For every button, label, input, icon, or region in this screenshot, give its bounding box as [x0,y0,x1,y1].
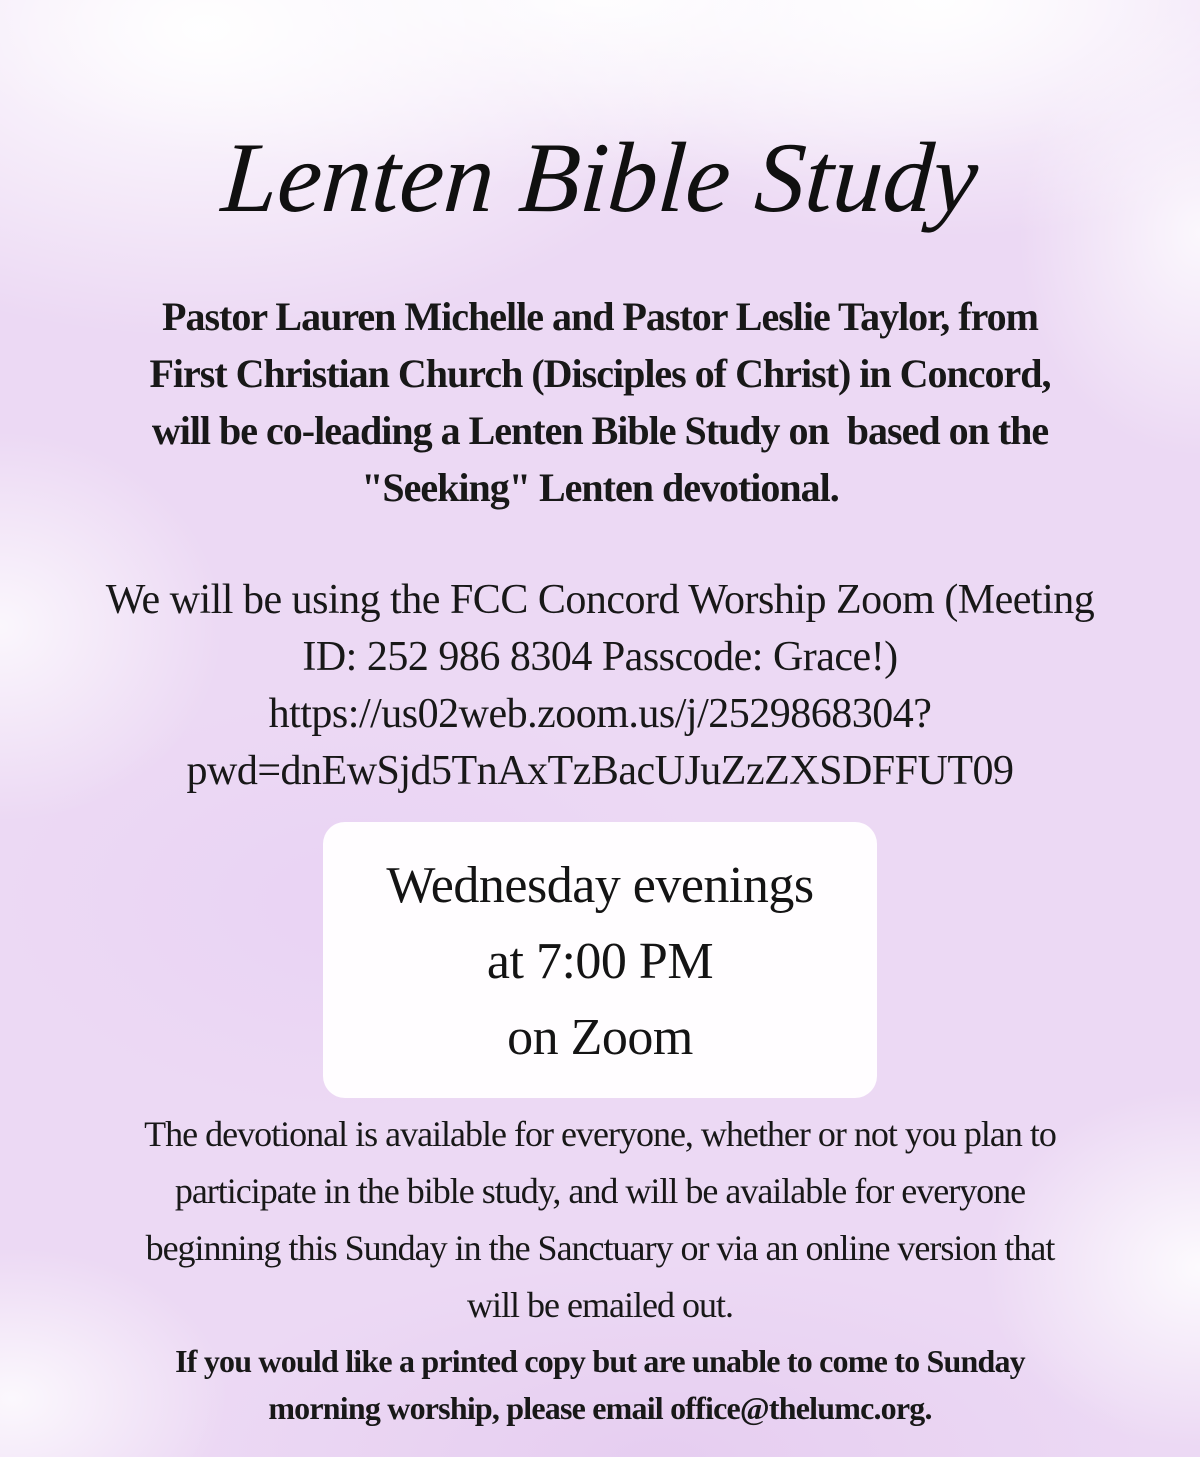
zoom-link-line-1: https://us02web.zoom.us/j/2529868304? [268,691,932,737]
schedule-card [323,822,877,1098]
zoom-meeting-details [0,572,1200,800]
footer-line: morning worship, please email office@thelumc.org. [268,1390,932,1426]
devotional-availability-paragraph [0,1106,1200,1334]
zoom-link-line-2: pwd=dnEwSjd5TnAxTzBacUJuZzZXSDFFUT09 [186,748,1014,794]
schedule-platform-line: on Zoom [507,1009,693,1066]
devotional-line: participate in the bible study, and will be available for everyone [174,1171,1026,1211]
intro-line: "Seeking" Lenten devotional. [361,465,839,510]
zoom-details-line: We will be using the FCC Concord Worship Zoom (Meeting [105,577,1095,623]
intro-line: Pastor Lauren Michelle and Pastor Leslie Taylor, from [162,294,1038,339]
devotional-line: beginning this Sunday in the Sanctuary or via an online version that [145,1228,1055,1268]
intro-paragraph [0,288,1200,516]
footer-line: If you would like a printed copy but are unable to come to Sunday [175,1343,1025,1379]
devotional-line: will be emailed out. [467,1285,733,1325]
flyer-title: Lenten Bible Study [218,122,982,233]
intro-line: First Christian Church (Disciples of Christ) in Concord, [149,351,1051,396]
printed-copy-footer [0,1338,1200,1432]
intro-line: will be co-leading a Lenten Bible Study on based on the [151,408,1049,453]
zoom-meeting-id-passcode: ID: 252 986 8304 Passcode: Grace!) [302,634,898,680]
schedule-day-line: Wednesday evenings [386,857,814,914]
schedule-time-line: at 7:00 PM [486,933,714,990]
devotional-line: The devotional is available for everyone, whether or not you plan to [144,1114,1056,1154]
